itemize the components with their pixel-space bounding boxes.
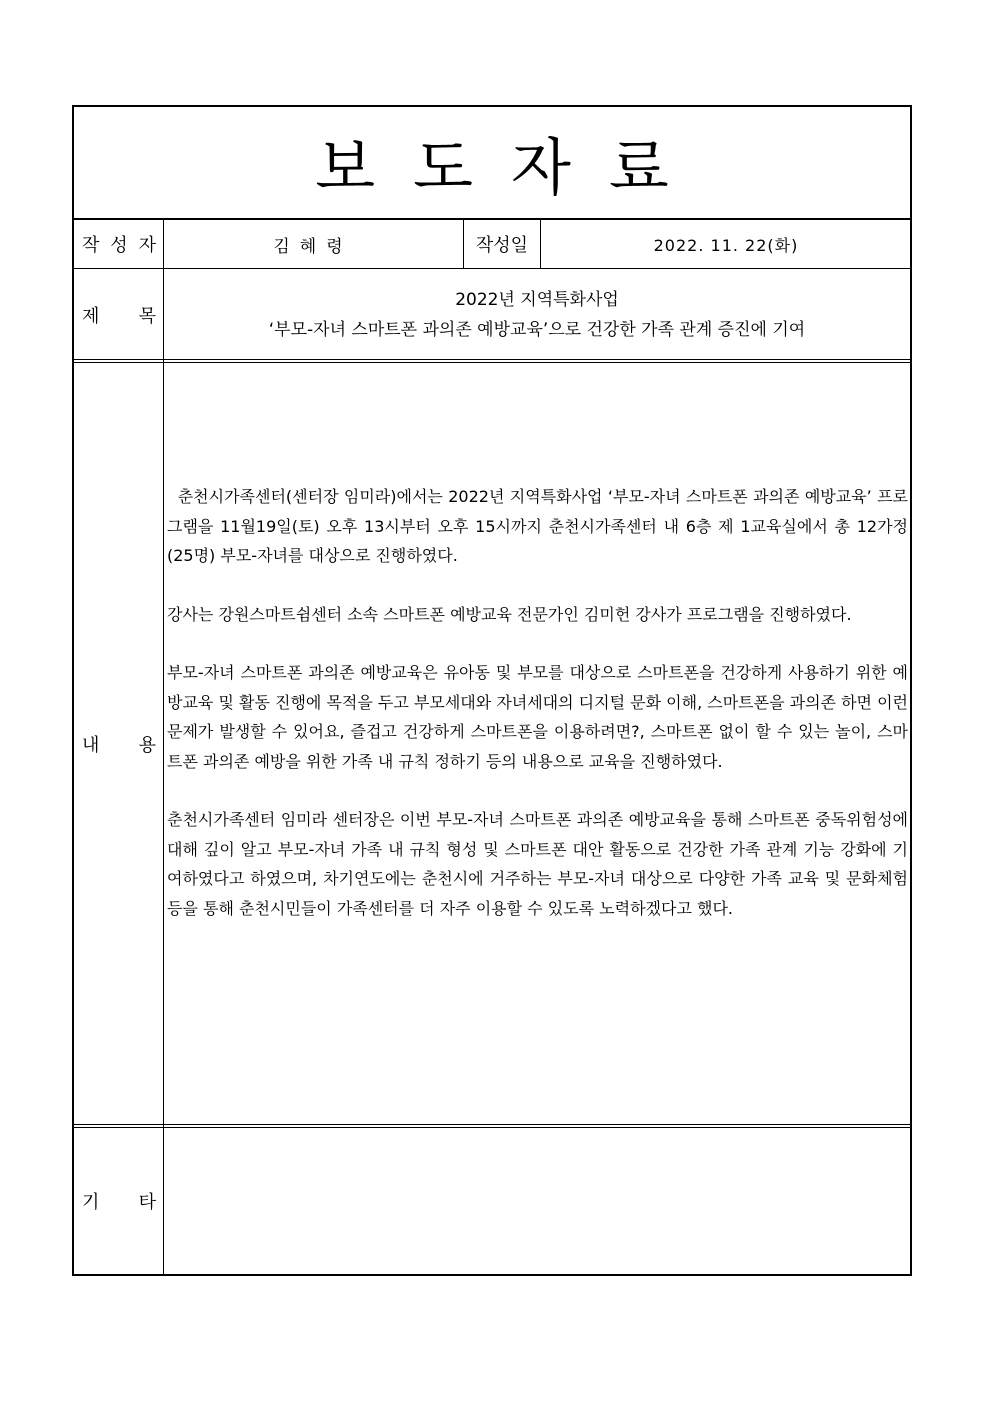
divider <box>74 1124 910 1125</box>
etc-value <box>164 1128 910 1274</box>
subject-line-1: 2022년 지역특화사업 <box>455 289 619 310</box>
divider <box>74 268 910 269</box>
press-release-table <box>72 105 912 1276</box>
content-paragraph: 강사는 강원스마트쉼센터 소속 스마트폰 예방교육 전문가인 김미헌 강사가 프로그램을 진행하였다. <box>167 604 852 624</box>
date-value: 2022. 11. 22(화) <box>653 235 799 255</box>
subject-value <box>164 270 910 359</box>
date-label: 작성일 <box>475 235 529 256</box>
subject-line-2: ‘부모-자녀 스마트폰 과의존 예방교육’으로 건강한 가족 관계 증진에 기여 <box>268 319 806 340</box>
divider <box>540 219 541 269</box>
divider <box>74 359 910 360</box>
content-paragraph: 부모-자녀 스마트폰 과의존 예방교육은 유아동 및 부모를 대상으로 스마트폰을 건강하게 사용하기 위한 예방교육 및 활동 진행에 목적을 두고 부모세대와 자녀세대의 디지털 문화 이해, 스마트폰을 과의존 하면 이런 문제가 발생할 수 있어요, 즐겁고 건강하게 스마트폰을 이용하려면?, 스마트폰 없이 할 수 있는 놀이, 스마트폰 과의존 예방을 위한 가족 내 규칙 정하기 등의 내용으로 교육을 진행하였다. <box>167 663 908 771</box>
author-label: 작 성 자 <box>82 235 156 256</box>
content-label: 내 용 <box>82 735 156 756</box>
divider <box>163 219 164 1276</box>
subject-label: 제 목 <box>82 305 156 327</box>
content-paragraph: 춘천시가족센터(센터장 임미라)에서는 2022년 지역특화사업 ‘부모-자녀 스마트폰 과의존 예방교육’ 프로그램을 11월19일(토) 오후 13시부터 오후 15시까지 춘천시가족센터 내 6층 제 1교육실에서 총 12가정(25명) 부모-자녀를 대상으로 진행하였다. <box>167 487 908 565</box>
page-title: 보도자료 <box>315 131 707 204</box>
content-body <box>166 364 910 1124</box>
content-paragraph: 춘천시가족센터 임미라 센터장은 이번 부모-자녀 스마트폰 과의존 예방교육을 통해 스마트폰 중독위험성에 대해 깊이 알고 부모-자녀 가족 내 규칙 형성 및 스마트폰 대안 활동으로 건강한 가족 관계 기능 강화에 기여하였다고 하였으며, 차기연도에는 춘천시에 거주하는 부모-자녀 대상으로 다양한 가족 교육 및 문화체험 등을 통해 춘천시민들이 가족센터를 더 자주 이용할 수 있도록 노력하겠다고 했다. <box>167 810 908 918</box>
divider <box>74 362 910 363</box>
etc-label: 기 타 <box>82 1192 156 1213</box>
author-value: 김혜령 <box>273 236 353 257</box>
